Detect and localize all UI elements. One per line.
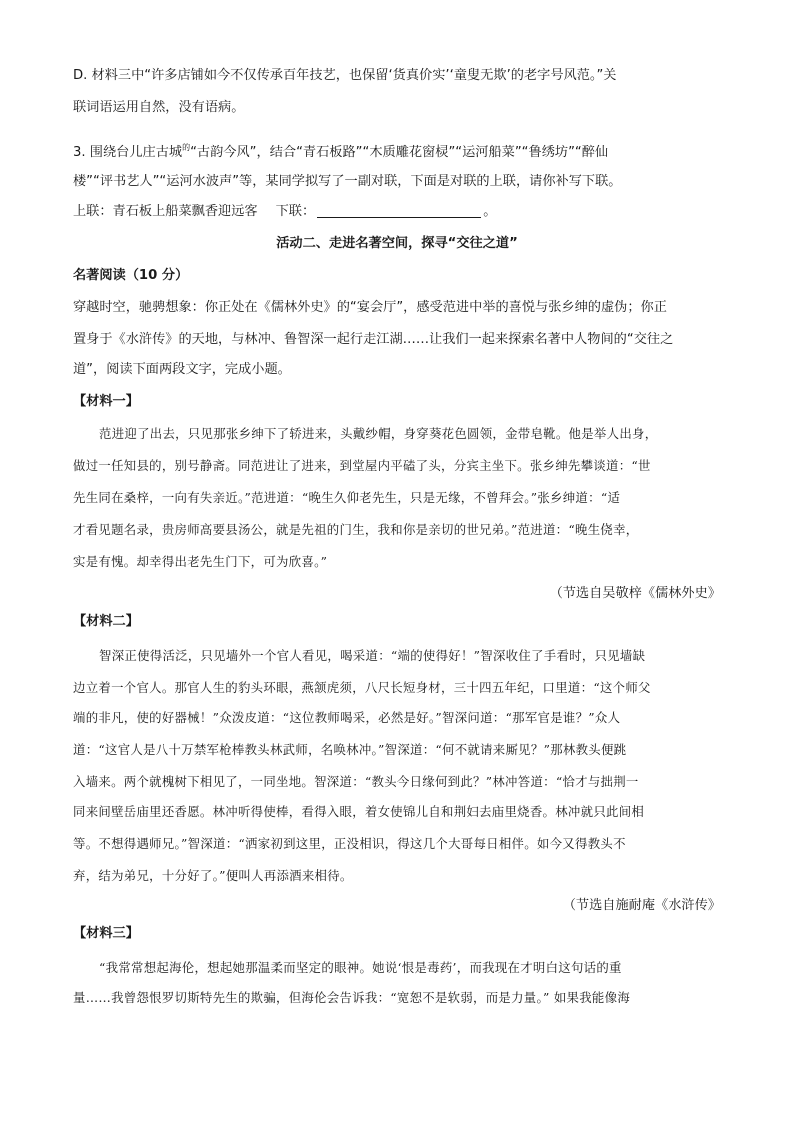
upper-couplet: 上联：青石板上船菜飘香迎远客	[73, 204, 258, 219]
couplet-line	[73, 202, 496, 222]
q3-text-b: “古韵今风”，结合“青石板路”“木质雕花窗棂”“运河船菜”“鲁绣坊”“醉仙	[190, 145, 609, 160]
material-2-line: 道：“这官人是八十万禁军枪棒教头林武师，名唤林冲。”智深道：“何不就请来厮见？”那林教头便跳	[73, 742, 627, 757]
q3-line-2: 楼”“评书艺人”“运河水波声”等，某同学拟写了一副对联，下面是对联的上联，请你补写下联。	[73, 174, 622, 189]
material-2-line: 智深正使得活泛，只见墙外一个官人看见，喝采道：“端的使得好！”智深收住了手看时，只见墙缺	[99, 648, 646, 663]
q3-superscript: 的	[182, 143, 191, 152]
material-2-line: 弃，结为弟兄，十分好了。”便叫人再添酒来相待。	[73, 868, 353, 883]
material-2-label: 【材料二】	[73, 614, 139, 629]
intro-line: 穿越时空，驰骋想象：你正处在《儒林外史》的“宴会厅”，感受范进中举的喜悦与张乡绅的虚伪；你正	[73, 300, 667, 315]
material-2-line: 入墙来。两个就槐树下相见了，一同坐地。智深道：“教头今日缘何到此？”林冲答道：“恰才与拙荆一	[73, 774, 639, 789]
material-1-line: 实是有愧。却幸得出老先生门下，可为欣喜。”	[73, 554, 328, 569]
material-1-label: 【材料一】	[73, 394, 139, 409]
q-d-line-1: D. 材料三中“许多店铺如今不仅传承百年技艺，也保留‘货真价实’‘童叟无欺’的老字号风范。”关	[73, 68, 617, 83]
material-3-line: 量……我曾怨恨罗切斯特先生的欺骗，但海伦会告诉我：“宽恕不是软弱，而是力量。” 如果我能像海	[73, 990, 631, 1005]
material-2-line: 端的非凡，使的好器械！”众泼皮道：“这位教师喝采，必然是好。”智深问道：“那军官是谁？”众人	[73, 710, 621, 725]
material-1-line: 范进迎了出去，只见那张乡绅下了轿进来，头戴纱帽，身穿葵花色圆领，金带皂靴。他是举人出身，	[99, 426, 658, 441]
material-2-source: （节选自施耐庵《水浒传》	[562, 898, 721, 913]
material-1-line: 做过一任知县的，别号静斋。同范进让了进来，到堂屋内平磕了头，分宾主坐下。张乡绅先攀谈道：“世	[73, 458, 651, 473]
material-2-line: 同来间壁岳庙里还香愿。林冲听得使棒，看得入眼，着女使锦儿自和荆妇去庙里烧香。林冲就只此间相	[73, 804, 645, 819]
section-title: 名著阅读（10 分）	[73, 268, 189, 283]
intro-line: 道”，阅读下面两段文字，完成小题。	[73, 362, 291, 377]
lower-couplet-label: 下联：	[275, 204, 316, 219]
q3-text-a: 3. 围绕台儿庄古城	[73, 145, 183, 160]
material-2-line: 等。不想得遇师兄。”智深道：“洒家初到这里，正没相识，得这几个大哥每日相伴。如今又得教头不	[73, 836, 626, 851]
intro-line: 置身于《水浒传》的天地，与林冲、鲁智深一起行走江湖……让我们一起来探索名著中人物间的“交往之	[73, 332, 674, 347]
activity-title: 活动二、走进名著空间，探寻“交往之道”	[276, 236, 518, 251]
q-d-line-2: 联词语运用自然，没有语病。	[73, 100, 245, 115]
material-2-line: 边立着一个官人。那官人生的豹头环眼，燕颔虎须，八尺长短身材，三十四五年纪，口里道：“这个师父	[73, 680, 651, 695]
material-1-source: （节选自吴敬梓《儒林外史》	[549, 586, 721, 601]
material-3-label: 【材料三】	[73, 926, 139, 941]
material-1-line: 先生同在桑梓，一向有失亲近。”范进道：“晚生久仰老先生，只是无缘，不曾拜会。”张乡绅道：“适	[73, 490, 621, 505]
answer-blank[interactable]	[317, 203, 481, 218]
material-3-line: “我常常想起海伦，想起她那温柔而坚定的眼神。她说‘恨是毒药’，而我现在才明白这句话的重	[99, 960, 622, 975]
material-1-line: 才看见题名录，贵房师高要县汤公，就是先祖的门生，我和你是亲切的世兄弟。”范进道：“晚生侥幸，	[73, 522, 639, 537]
couplet-end: 。	[483, 204, 497, 219]
q3-line-1	[73, 138, 608, 163]
